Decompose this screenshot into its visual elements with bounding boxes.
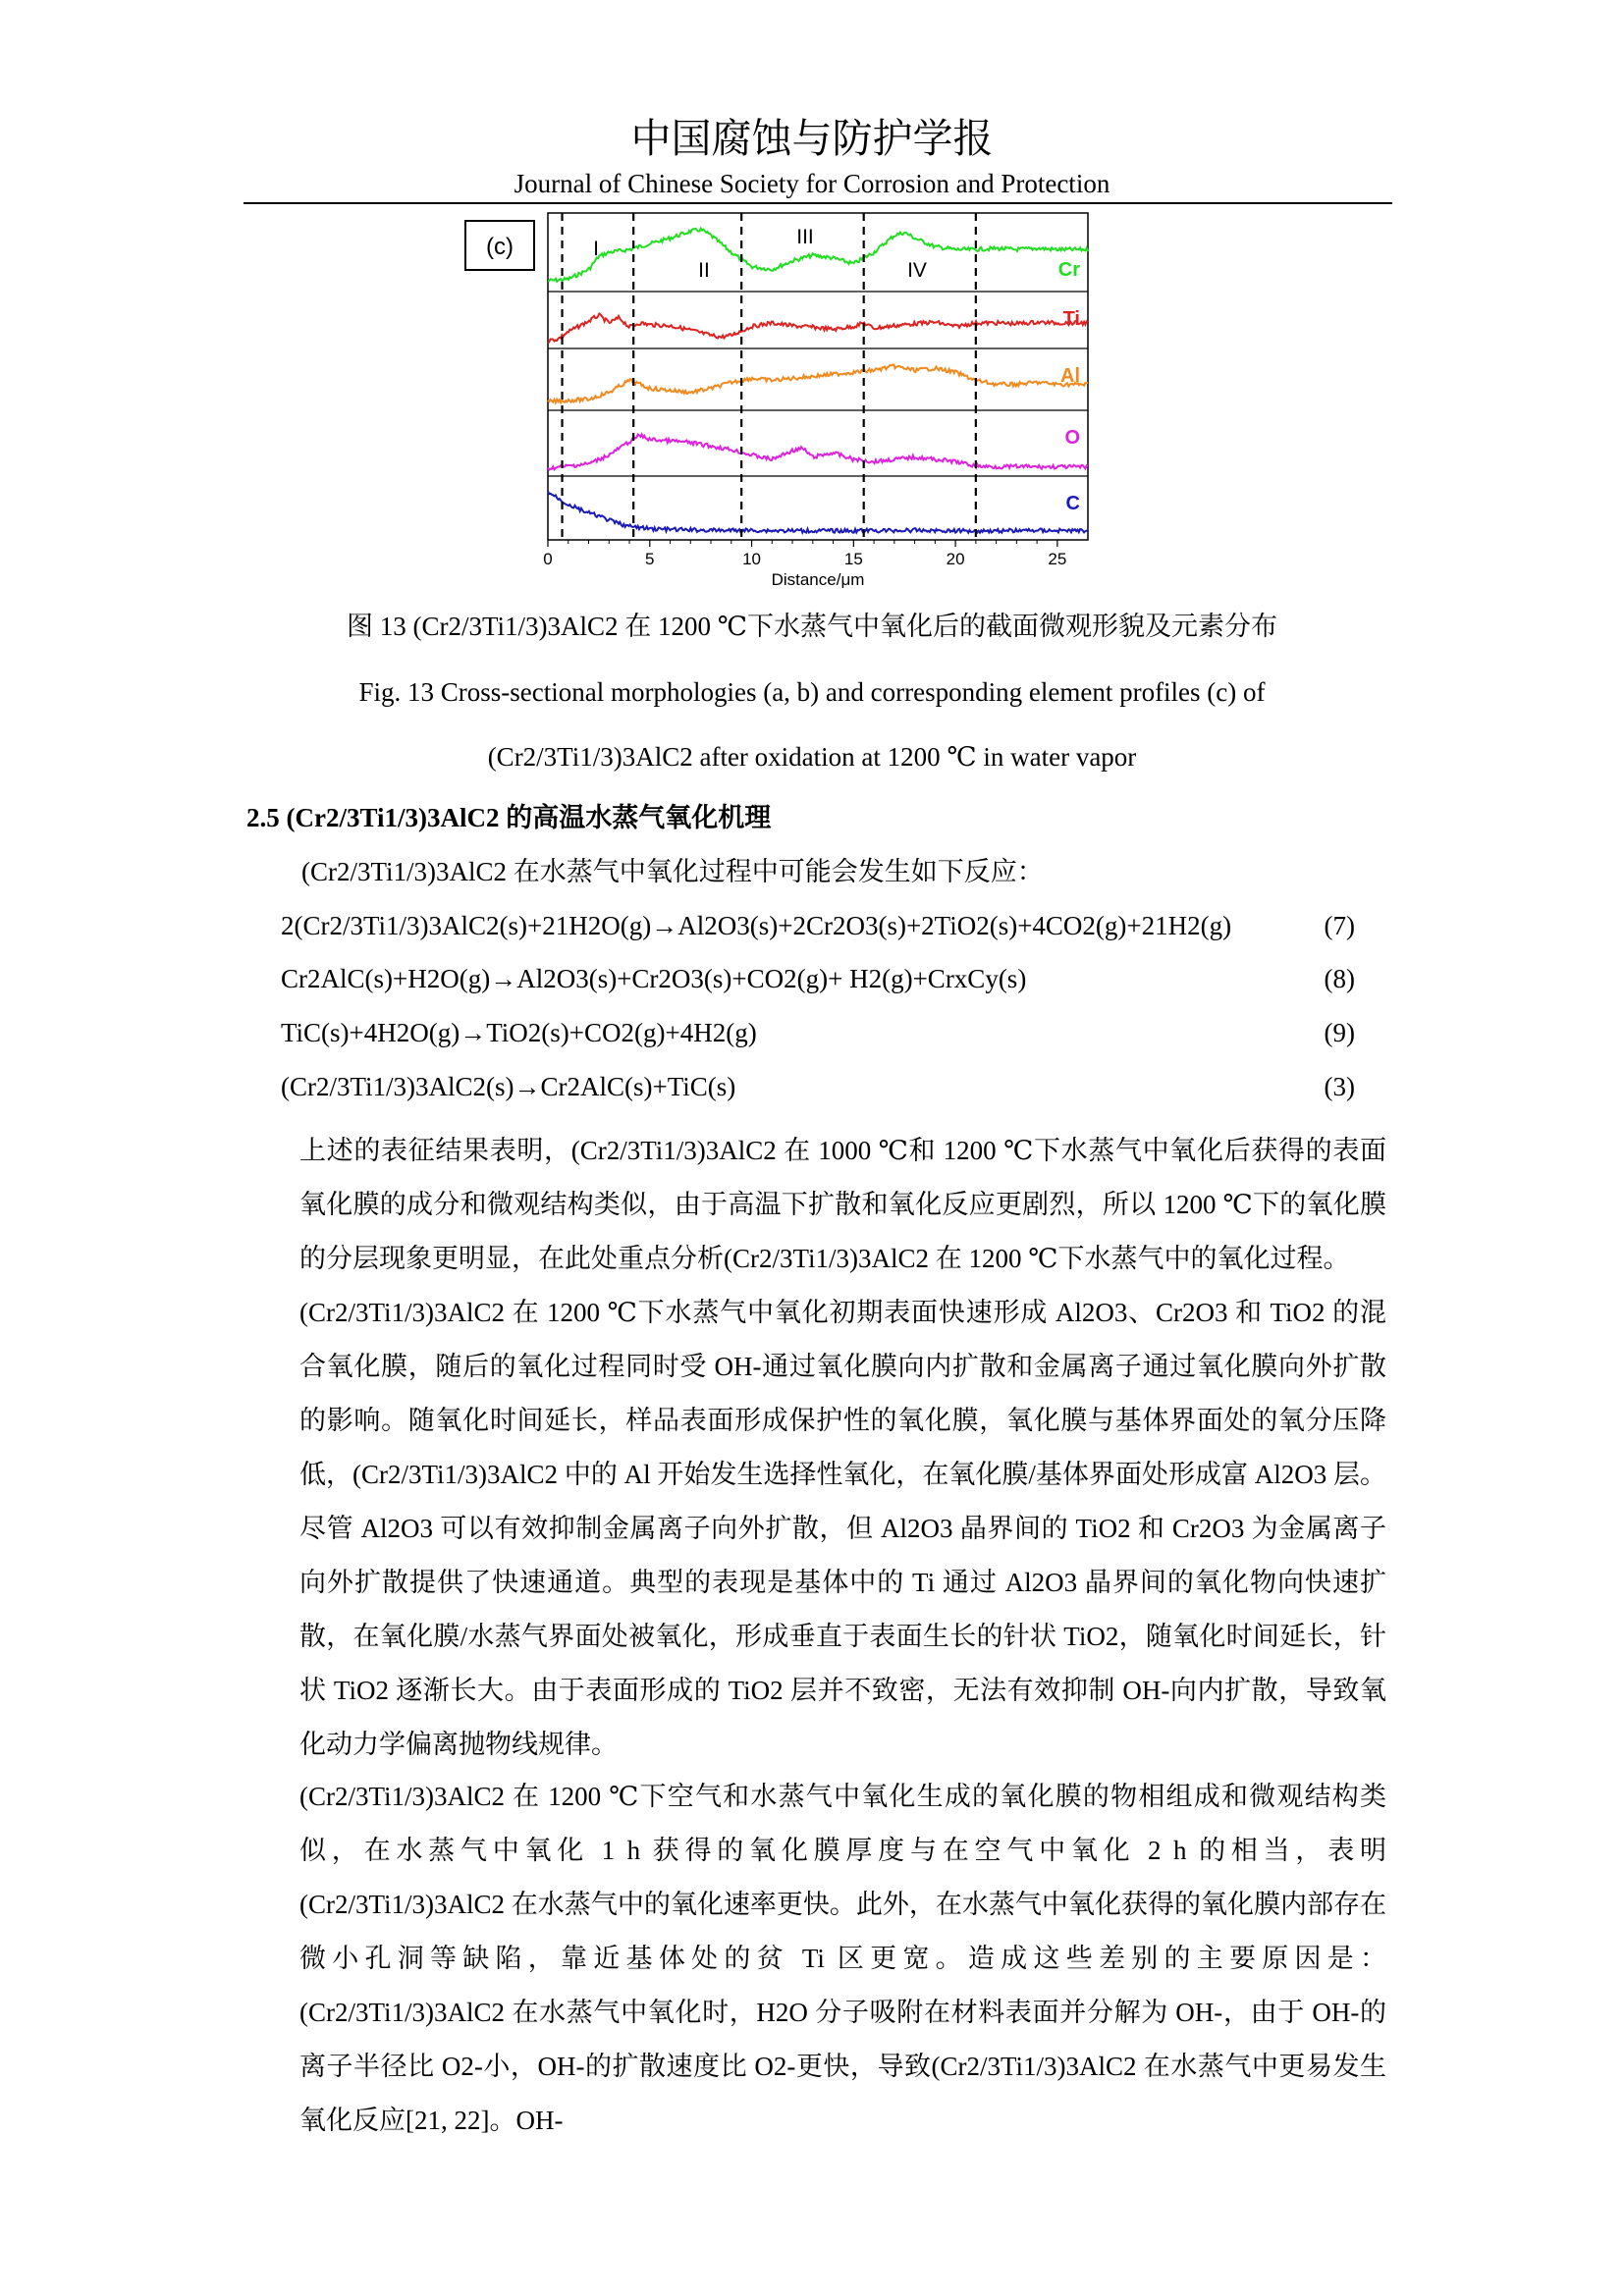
equation-8 [0,962,1624,995]
caption-cn-text: 图 13 (Cr2/3Ti1/3)3AlC2 在 1200 ℃下水蒸气中氧化后的截面微观形貌及元素分布 [347,612,1277,641]
equations-intro: (Cr2/3Ti1/3)3AlC2 在水蒸气中氧化过程中可能会发生如下反应： [301,857,1044,886]
equation-number: (8) [1324,964,1355,993]
series-line-c [548,491,1088,532]
series-label-ti: Ti [1062,308,1080,330]
journal-title-cn: 中国腐蚀与防护学报 [630,115,994,162]
series-line-cr [548,229,1088,282]
equation-text: (Cr2/3Ti1/3)3AlC2(s)→Cr2AlC(s)+TiC(s) [281,1072,736,1101]
region-label-1: I [593,238,599,260]
equation-7 [0,909,1624,942]
x-axis-label: Distance/μm [771,570,865,589]
equation-number: (9) [1324,1018,1355,1047]
series-line-al [548,364,1088,402]
plot-axis [543,540,1066,568]
equation-9 [0,1016,1624,1049]
x-tick-label: 15 [843,550,863,568]
x-tick-label: 0 [543,550,553,568]
x-tick-label: 10 [742,550,762,568]
region-label-2: II [698,259,710,282]
series-label-o: O [1064,427,1080,449]
equation-text: 2(Cr2/3Ti1/3)3AlC2(s)+21H2O(g)→Al2O3(s)+2Cr2O3(s)+2TiO2(s)+4CO2(g)+21H2(g) [281,911,1232,940]
section-heading: 2.5 (Cr2/3Ti1/3)3AlC2 的高温水蒸气氧化机理 [246,803,772,832]
x-tick-label: 20 [946,550,965,568]
panel-label: (c) [486,234,514,260]
series-label-cr: Cr [1057,259,1080,281]
journal-title-en: Journal of Chinese Society for Corrosion and Protection [514,169,1110,198]
paragraph-3: (Cr2/3Ti1/3)3AlC2 在 1200 ℃下空气和水蒸气中氧化生成的氧化膜的物相组成和微观结构类似，在水蒸气中氧化 1 h 获得的氧化膜厚度与在空气中氧化 2 h 的相当，表明(Cr2/3Ti1/3)3AlC2 在水蒸气中的氧化速率更快。此外，在水蒸气中氧化获得的氧化膜内部存在微小孔洞等缺陷，靠近基体处的贫 Ti 区更宽。造成这些差别的主要原因是：(Cr2/3Ti1/3)3AlC2 在水蒸气中氧化时，H2O 分子吸附在材料表面并分解为 OH-，由于 OH-的离子半径比 O2-小，OH-的扩散速度比 O2-更快，导致(Cr2/3Ti1/3)3AlC2 在水蒸气中更易发生氧化反应[21, 22]。OH- [299,1782,1386,2135]
region-label-4: IV [907,259,927,282]
figure-caption-en-1: Fig. 13 Cross-sectional morphologies (a, b) and corresponding element profiles (c) of [358,677,1266,707]
equation-number: (3) [1324,1072,1355,1101]
plot-series [548,229,1088,533]
equation-3 [0,1070,1624,1103]
element-profile-chart [0,0,1624,599]
figure-caption-cn [0,610,1624,643]
series-line-o [548,434,1088,469]
series-label-c: C [1065,493,1080,514]
x-tick-label: 25 [1048,550,1067,568]
x-tick-label: 5 [645,550,655,568]
paragraph-2: (Cr2/3Ti1/3)3AlC2 在 1200 ℃下水蒸气中氧化初期表面快速形成 Al2O3、Cr2O3 和 TiO2 的混合氧化膜，随后的氧化过程同时受 OH-通过氧化膜向内扩散和金属离子通过氧化膜向外扩散的影响。随氧化时间延长，样品表面形成保护性的氧化膜，氧化膜与基体界面处的氧分压降低，(Cr2/3Ti1/3)3AlC2 中的 Al 开始发生选择性氧化，在氧化膜/基体界面处形成富 Al2O3 层。尽管 Al2O3 可以有效抑制金属离子向外扩散，但 Al2O3 晶界间的 TiO2 和 Cr2O3 为金属离子向外扩散提供了快速通道。典型的表现是基体中的 Ti 通过 Al2O3 晶界间的氧化物向快速扩散，在氧化膜/水蒸气界面处被氧化，形成垂直于表面生长的针状 TiO2，随氧化时间延长，针状 TiO2 逐渐长大。由于表面形成的 TiO2 层并不致密，无法有效抑制 OH-向内扩散，导致氧化动力学偏离抛物线规律。 [299,1298,1386,1759]
series-line-ti [548,314,1088,343]
equation-text: TiC(s)+4H2O(g)→TiO2(s)+CO2(g)+4H2(g) [281,1018,757,1047]
series-label-al: Al [1060,365,1080,387]
equation-text: Cr2AlC(s)+H2O(g)→Al2O3(s)+Cr2O3(s)+CO2(g)+ H2(g)+CrxCy(s) [281,964,1027,993]
region-label-3: III [796,226,814,248]
equation-number: (7) [1324,911,1355,940]
paragraph-1: 上述的表征结果表明，(Cr2/3Ti1/3)3AlC2 在 1000 ℃和 1200 ℃下水蒸气中氧化后获得的表面氧化膜的成分和微观结构类似，由于高温下扩散和氧化反应更剧烈，所以 1200 ℃下的氧化膜的分层现象更明显，在此处重点分析(Cr2/3Ti1/3)3AlC2 在 1200 ℃下水蒸气中的氧化过程。 [299,1136,1386,1273]
figure-caption-en-2: (Cr2/3Ti1/3)3AlC2 after oxidation at 1200 ℃ in water vapor [487,742,1137,772]
